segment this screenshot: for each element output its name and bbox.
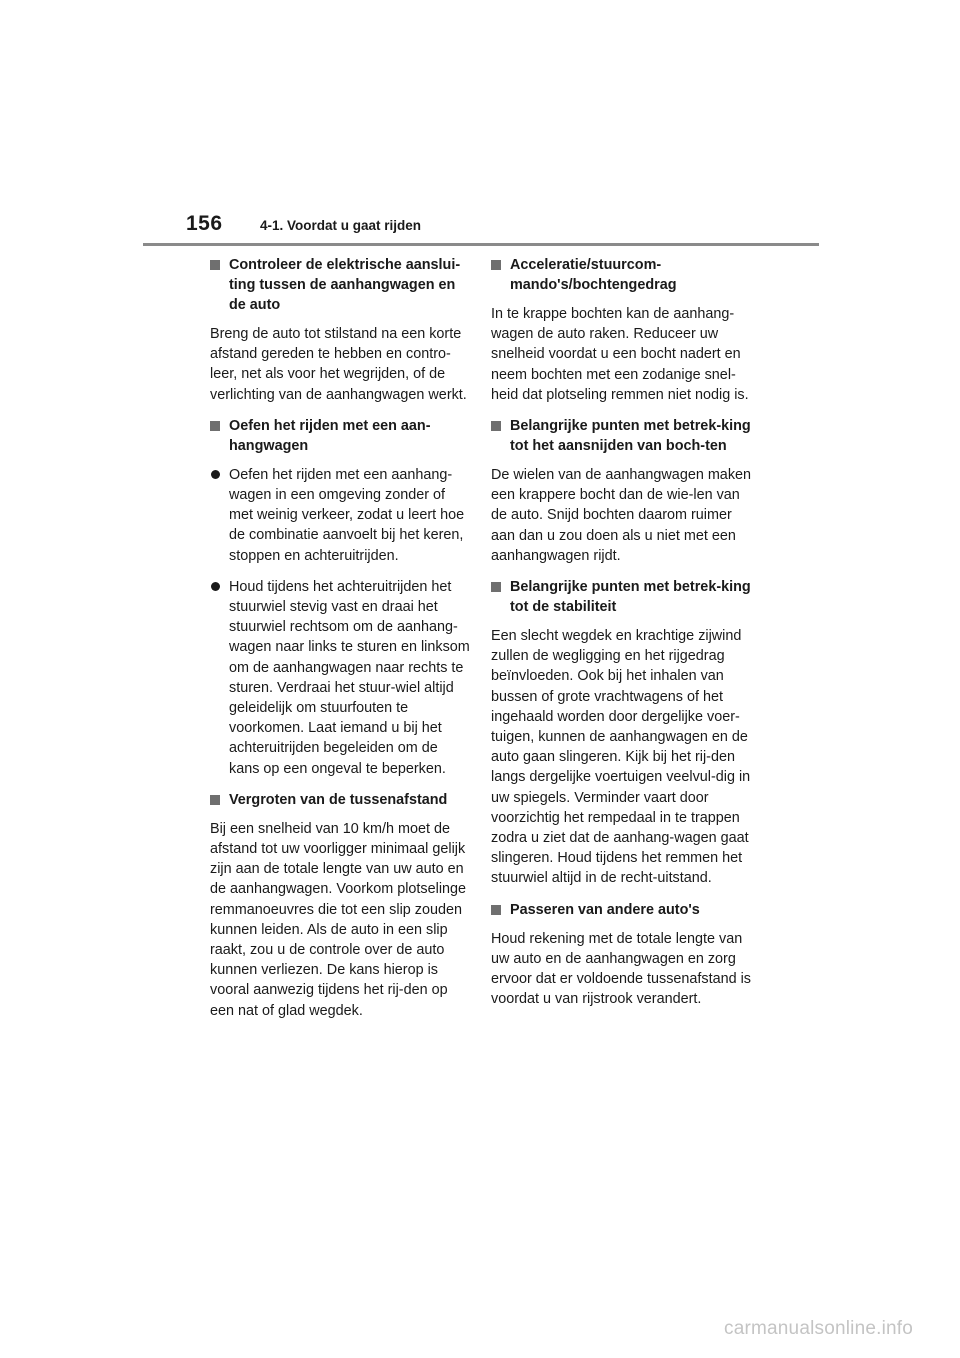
bullet-item: [210, 577, 472, 779]
heading-text: Vergroten van de tussenafstand: [229, 791, 448, 808]
header-divider: [143, 243, 819, 246]
square-bullet-icon: [210, 260, 220, 270]
heading-electrical-connection: [210, 255, 472, 315]
square-bullet-icon: [210, 421, 220, 431]
square-bullet-icon: [491, 421, 501, 431]
right-column: [491, 255, 753, 1020]
paragraph: De wielen van de aanhangwagen maken een krappere bocht dan de wie-len van de auto. Snijd bochten daarom ruimer aan dan u zou doen als u niet met een aanhangwagen rijdt.: [491, 467, 752, 564]
left-column: [210, 255, 472, 1032]
heading-cornering: [491, 416, 753, 456]
heading-text: Passeren van andere auto's: [510, 901, 700, 918]
square-bullet-icon: [491, 260, 501, 270]
watermark-logo: carmanualsonline.info: [724, 1318, 914, 1339]
heading-text: Oefen het rijden met een aan-hangwagen: [229, 417, 431, 454]
heading-following-distance: [210, 790, 472, 810]
paragraph: In te krappe bochten kan de aanhang-wagen de auto raken. Reduceer uw snelheid voordat u een bocht nadert en neem bochten met een zodanige snel-heid dat plotseling remmen niet nodig is.: [491, 306, 749, 403]
round-bullet-icon: [211, 582, 220, 591]
heading-text: Acceleratie/stuurcom-mando's/bochtengedrag: [510, 257, 677, 293]
square-bullet-icon: [210, 795, 220, 805]
page-number: 156: [186, 212, 223, 235]
square-bullet-icon: [491, 582, 501, 592]
round-bullet-icon: [211, 470, 220, 479]
bullet-item: [210, 465, 472, 566]
paragraph: Bij een snelheid van 10 km/h moet de afstand tot uw voorligger minimaal gelijk zijn aan de totale lengte van uw auto en de aanhangwagen. Voorkom plotselinge remmanoeuvres die tot een slip zouden kunnen leiden. Als de auto in een slip raakt, zou u de controle over de auto kunnen verliezen. De kans hierop is vooral aanwezig tijdens het rij-den op een nat of glad wegdek.: [210, 820, 467, 1019]
heading-stability: [491, 577, 753, 617]
paragraph: Breng de auto tot stilstand na een korte afstand gereden te hebben en contro-leer, net als voor het wegrijden, of de verlichting van de aanhangwagen werkt.: [210, 326, 467, 403]
heading-text: Controleer de elektrische aanslui-ting tussen de aanhangwagen en de auto: [229, 257, 461, 313]
heading-acceleration-steering: [491, 255, 753, 295]
paragraph: Een slecht wegdek en krachtige zijwind zullen de wegligging en het rijgedrag beïnvloeden. Ook bij het inhalen van bussen of grote vrachtwagens of het ingehaald worden door dergelijke voer-tuigen, kunnen de aanhangwagen en de auto gaan slingeren. Kijk bij het rij-den langs dergelijke voertuigen veelvul-dig in uw spiegels. Verminder vaart door voorzichtig het rempedaal in te trappen zodra u ziet dat de aanhang-wagen gaat slingeren. Houd tijdens het remmen het stuurwiel altijd in de recht-uitstand.: [491, 628, 751, 887]
paragraph: Houd rekening met de totale lengte van uw auto en de aanhangwagen en zorg ervoor dat er voldoende tussenafstand is voordat u van rijstrook verandert.: [491, 930, 751, 1008]
heading-practice-driving: [210, 416, 472, 456]
bullet-text: Oefen het rijden met een aanhang-wagen in een omgeving zonder of met weinig verkeer, zodat u leert hoe de combinatie aanvoelt bij het keren, stoppen en achteruitrijden.: [229, 466, 465, 564]
section-title: 4-1. Voordat u gaat rijden: [260, 218, 422, 233]
page-header: [0, 0, 960, 260]
square-bullet-icon: [491, 905, 501, 915]
heading-text: Belangrijke punten met betrek-king tot het aansnijden van boch-ten: [510, 418, 751, 455]
bullet-text: Houd tijdens het achteruitrijden het stuurwiel stevig vast en draai het stuurwiel rechtsom om de aanhang-wagen naar links te sturen en linksom om de aanhangwagen naar rechts te sturen. Verdraai het stuur-wiel altijd geleidelijk om stuurfouten te voorkomen. Laat iemand u bij het achteruitrijden begeleiden om de kans op een ongeval te beperken.: [229, 578, 470, 777]
heading-text: Belangrijke punten met betrek-king tot de stabiliteit: [510, 579, 751, 616]
heading-overtaking: [491, 900, 753, 920]
